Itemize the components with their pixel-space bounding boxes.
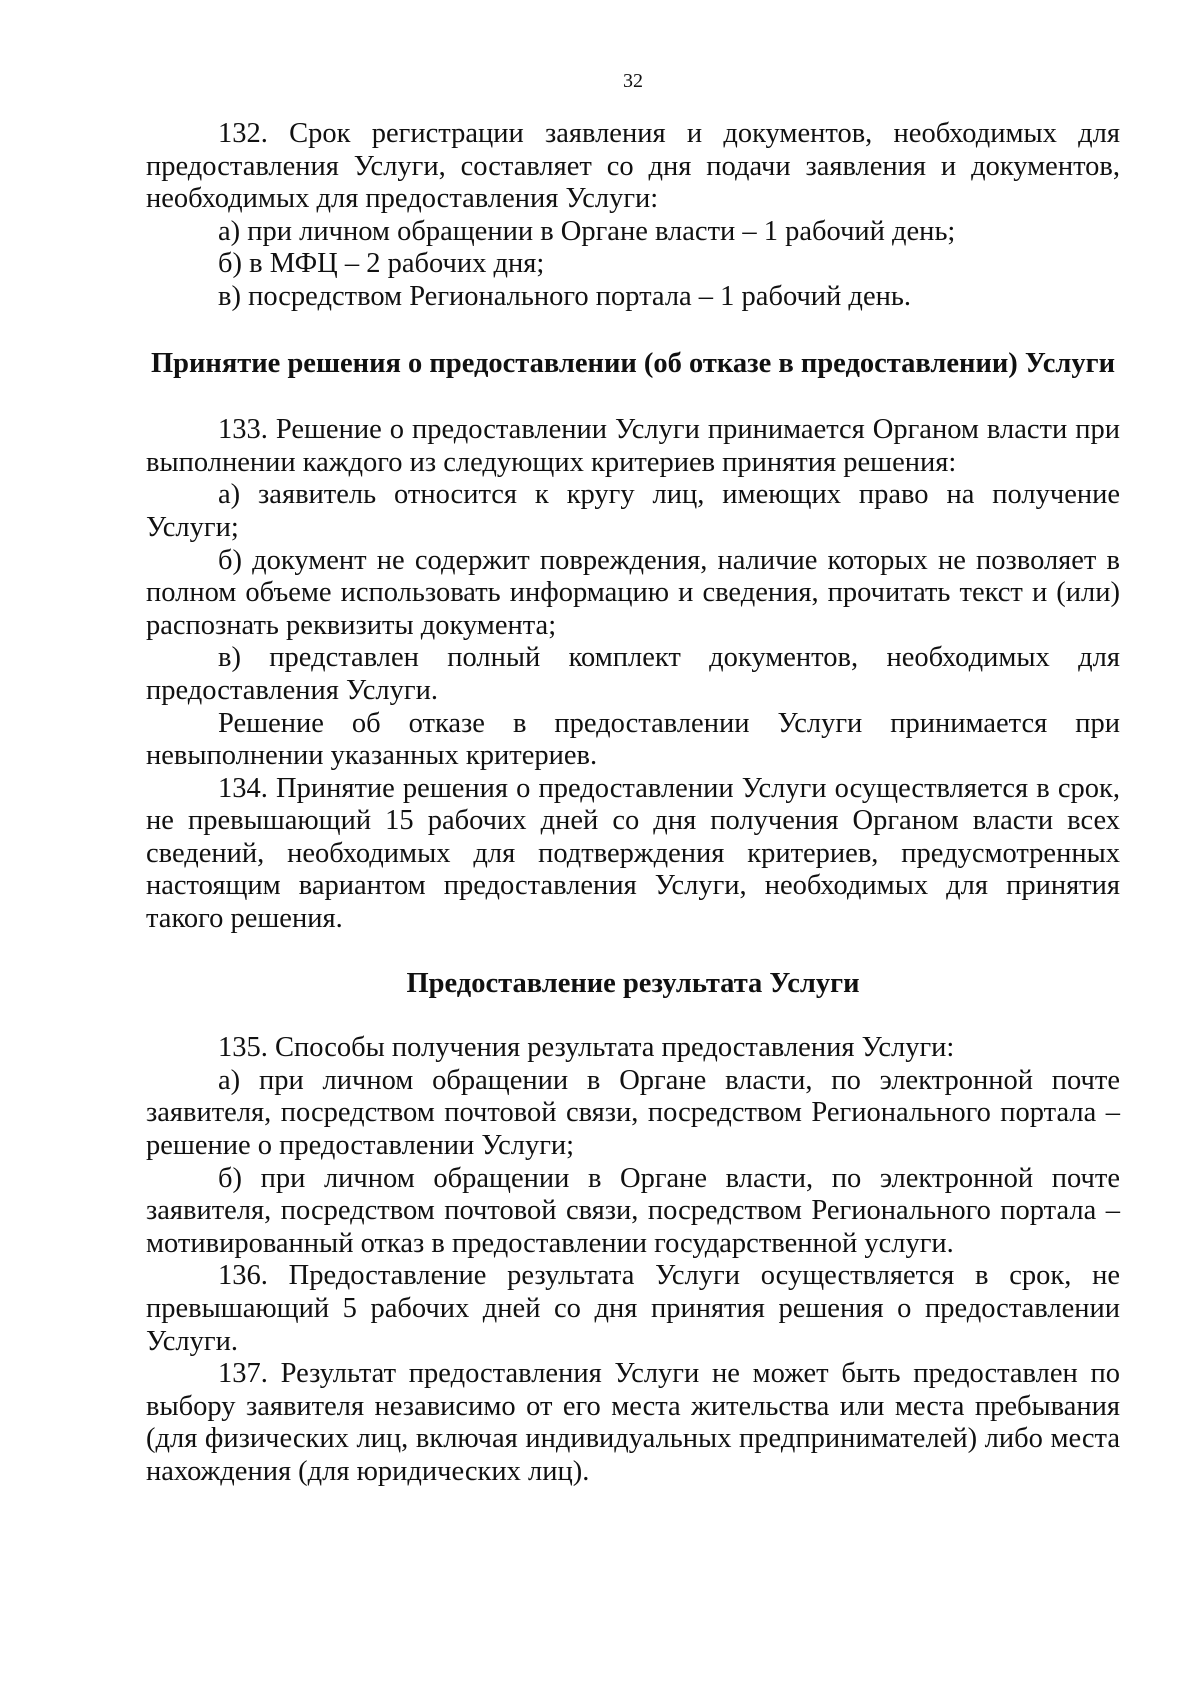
paragraph-132: 132. Срок регистрации заявления и документов, необходимых для предоставления Услуги, составляет со дня подачи заявления и документов, необходимых для предоставления Услуги: (146, 118, 1120, 215)
paragraph-132-b: б) в МФЦ – 2 рабочих дня; (218, 248, 545, 280)
page-number: 32 (623, 70, 643, 92)
paragraph-133-a: а) заявитель относится к кругу лиц, имеющих право на получение Услуги; (146, 479, 1120, 543)
paragraph-135-b: б) при личном обращении в Органе власти, по электронной почте заявителя, посредством почтовой связи, посредством Регионального портала – мотивированный отказ в предоставлении государственной услуги. (146, 1162, 1120, 1259)
paragraph-132-a: а) при личном обращении в Органе власти – 1 рабочий день; (218, 215, 956, 247)
paragraph-135-a: а) при личном обращении в Органе власти, по электронной почте заявителя, посредством почтовой связи, посредством Регионального портала – решение о предоставлении Услуги; (146, 1064, 1120, 1162)
section-heading-result: Предоставление результата Услуги (406, 967, 860, 999)
paragraph-133-refusal: Решение об отказе в предоставлении Услуги принимается при невыполнении указанных критериев. (146, 707, 1120, 772)
paragraph-137: 137. Результат предоставления Услуги не может быть предоставлен по выбору заявителя независимо от его места жительства или места пребывания (для физических лиц, включая индивидуальных предпринимателей) либо места нахождения (для юридических лиц). (146, 1358, 1120, 1487)
paragraph-135: 135. Способы получения результата предоставления Услуги: (218, 1032, 955, 1064)
paragraph-134: 134. Принятие решения о предоставлении Услуги осуществляется в срок, не превышающий 15 рабочих дней со дня получения Органом власти всех сведений, необходимых для подтверждения критериев, предусмотренных настоящим вариантом предоставления Услуги, необходимых для принятия такого решения. (146, 772, 1120, 935)
document-body (146, 118, 1120, 1489)
paragraph-136: 136. Предоставление результата Услуги осуществляется в срок, не превышающий 5 рабочих дней со дня принятия решения о предоставлении Услуги. (146, 1260, 1120, 1357)
paragraph-132-c: в) посредством Регионального портала – 1 рабочий день. (218, 280, 911, 312)
paragraph-133-c: в) представлен полный комплект документов, необходимых для предоставления Услуги. (146, 642, 1120, 706)
section-heading-decision: Принятие решения о предоставлении (об отказе в предоставлении) Услуги (150, 347, 1115, 379)
paragraph-133-b: б) документ не содержит повреждения, наличие которых не позволяет в полном объеме использовать информацию и сведения, прочитать текст и (или) распознать реквизиты документа; (146, 544, 1120, 641)
paragraph-133: 133. Решение о предоставлении Услуги принимается Органом власти при выполнении каждого из следующих критериев принятия решения: (146, 414, 1120, 478)
